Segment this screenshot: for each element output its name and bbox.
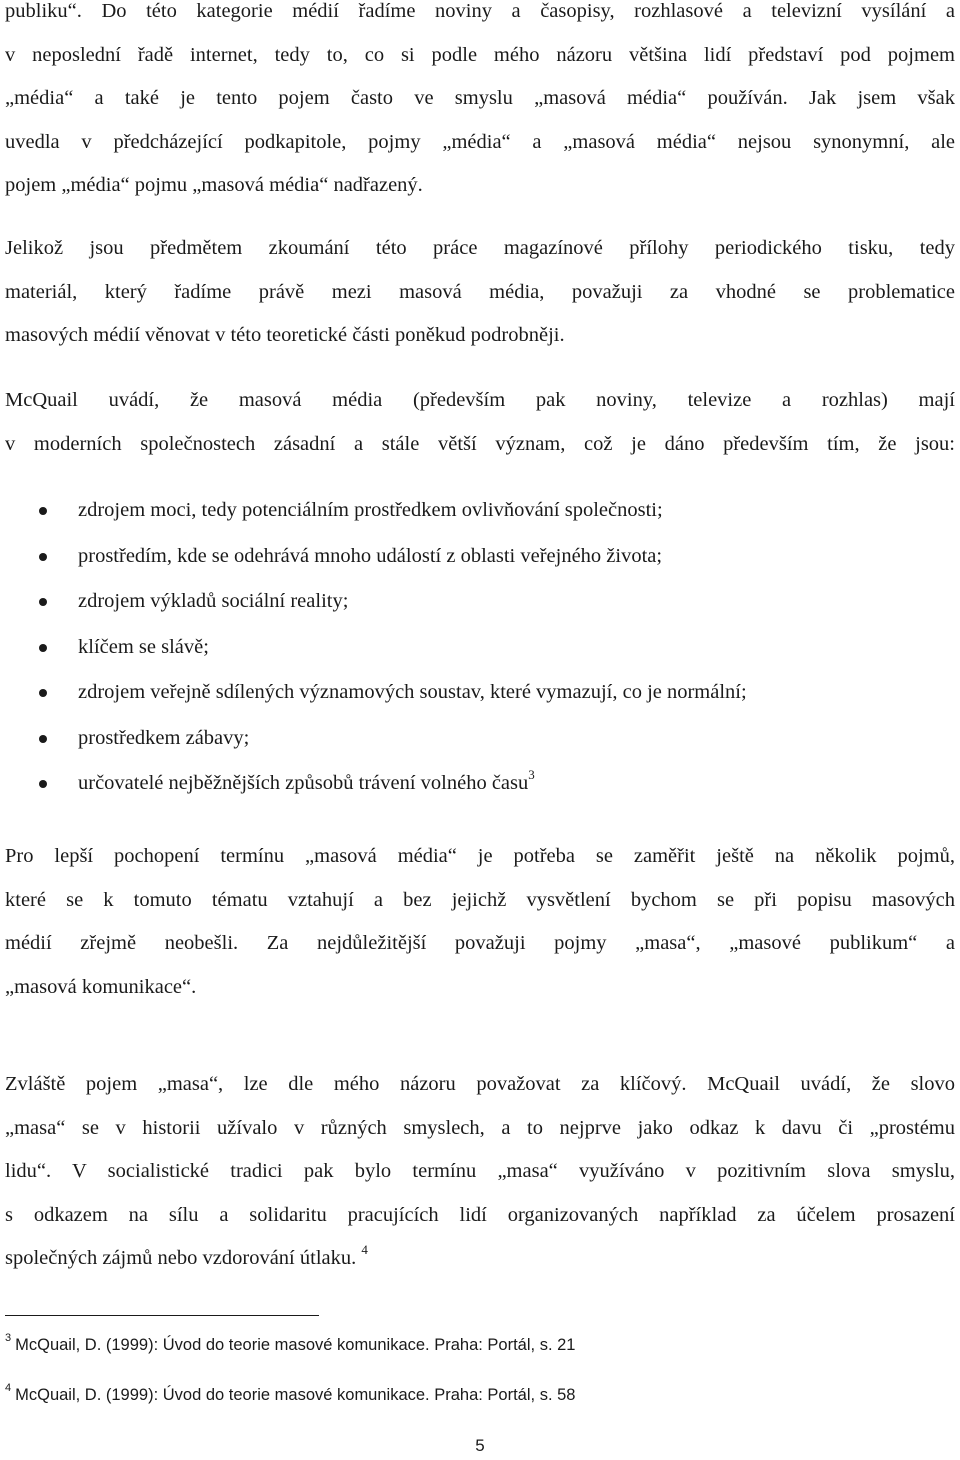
list-item-text: prostředkem zábavy; (78, 726, 250, 749)
bullet-icon (39, 689, 47, 697)
text-line: které se k tomuto tématu vztahují a bez jejichž vysvětlení bychom se při popisu masových (5, 888, 955, 911)
text-line: materiál, který řadíme právě mezi masová média, považuji za vhodné se problematice (5, 280, 955, 303)
footnote-reference[interactable]: 4 (361, 1242, 368, 1258)
text-line: Jelikož jsou předmětem zkoumání této práce magazínové přílohy periodického tisku, tedy (5, 237, 955, 259)
list-item (0, 670, 960, 716)
list-item (0, 625, 960, 671)
text-line (5, 1237, 955, 1281)
footnote-number: 3 (5, 1331, 12, 1344)
text-line: „masová komunikace“. (5, 975, 197, 998)
list-item-text: zdrojem moci, tedy potenciálním prostředkem ovlivňování společnosti; (78, 499, 663, 521)
media-roles-list (0, 488, 960, 807)
text-line: lidu“. V socialistické tradici pak bylo termínu „masa“ využíváno v pozitivním slova smyslu, (5, 1160, 955, 1182)
paragraph-key-terms (5, 835, 955, 1009)
text-line: McQuail uvádí, že masová média (především pak noviny, televize a rozhlas) mají (5, 389, 955, 411)
bullet-icon (39, 553, 47, 561)
bullet-icon (39, 735, 47, 743)
text-line: médií zřejmě neobešli. Za nejdůležitější považuji pojmy „masa“, „masové publikum“ a (5, 932, 955, 954)
list-item-text: prostředím, kde se odehrává mnoho událostí z oblasti veřejného života; (78, 544, 663, 567)
paragraph-media-categories (5, 0, 955, 208)
paragraph-thesis-subject (5, 227, 955, 358)
footnote-text: McQuail, D. (1999): Úvod do teorie masové komunikace. Praha: Portál, s. 21 (15, 1336, 576, 1354)
text-line: publiku“. Do této kategorie médií řadíme noviny a časopisy, rozhlasové a televizní vysílání a (5, 0, 955, 22)
list-item (0, 761, 960, 807)
bullet-icon (39, 780, 47, 788)
paragraph-masa-term (5, 1063, 955, 1281)
footnote-separator (5, 1315, 319, 1316)
footnote-text: McQuail, D. (1999): Úvod do teorie masové komunikace. Praha: Portál, s. 58 (15, 1386, 576, 1404)
footnote-3 (5, 1331, 576, 1355)
list-item (0, 534, 960, 580)
list-item (0, 716, 960, 762)
text-line-content: společných zájmů nebo vzdorování útlaku. (5, 1247, 357, 1269)
text-line: „média“ a také je tento pojem často ve smyslu „masová média“ používán. Jak jsem však (5, 87, 955, 109)
bullet-icon (39, 598, 47, 606)
list-item-text: zdrojem výkladů sociální reality; (78, 590, 349, 612)
text-line: s odkazem na sílu a solidaritu pracujících lidí organizovaných například za účelem prosazení (5, 1203, 955, 1226)
text-line: uvedla v předcházející podkapitole, pojmy „média“ a „masová média“ nejsou synonymní, ale (5, 130, 955, 153)
bullet-icon (39, 644, 47, 652)
footnote-number: 4 (5, 1381, 12, 1394)
list-item-text: zdrojem veřejně sdílených významových soustav, které vymazují, co je normální; (78, 681, 747, 703)
page-number: 5 (475, 1436, 485, 1455)
text-line: „masa“ se v historii užívalo v různých smyslech, a to nejprve jako odkaz k davu či „prostému (5, 1116, 955, 1139)
list-item-text: určovatelé nejběžnějších způsobů trávení volného času (78, 772, 529, 794)
paragraph-mcquail-intro (5, 379, 955, 466)
text-line: masových médií věnovat v této teoretické části poněkud podrobněji. (5, 324, 565, 346)
list-item-text: klíčem se slávě; (78, 635, 209, 658)
list-item (0, 488, 960, 534)
footnote-reference[interactable]: 3 (528, 767, 535, 783)
text-line: pojem „média“ pojmu „masová média“ nadřazený. (5, 174, 423, 196)
footnote-4 (5, 1381, 576, 1405)
text-line: Pro lepší pochopení termínu „masová média“ je potřeba se zaměřit ještě na několik pojmů, (5, 845, 955, 867)
list-item (0, 579, 960, 625)
text-line: v moderních společnostech zásadní a stále větší význam, což je dáno především tím, že jsou: (5, 432, 955, 455)
text-line: v neposlední řadě internet, tedy to, co si podle mého názoru většina lidí představí pod pojmem (5, 43, 955, 66)
text-line: Zvláště pojem „masa“, lze dle mého názoru považovat za klíčový. McQuail uvádí, že slovo (5, 1073, 955, 1095)
bullet-icon (39, 507, 47, 515)
